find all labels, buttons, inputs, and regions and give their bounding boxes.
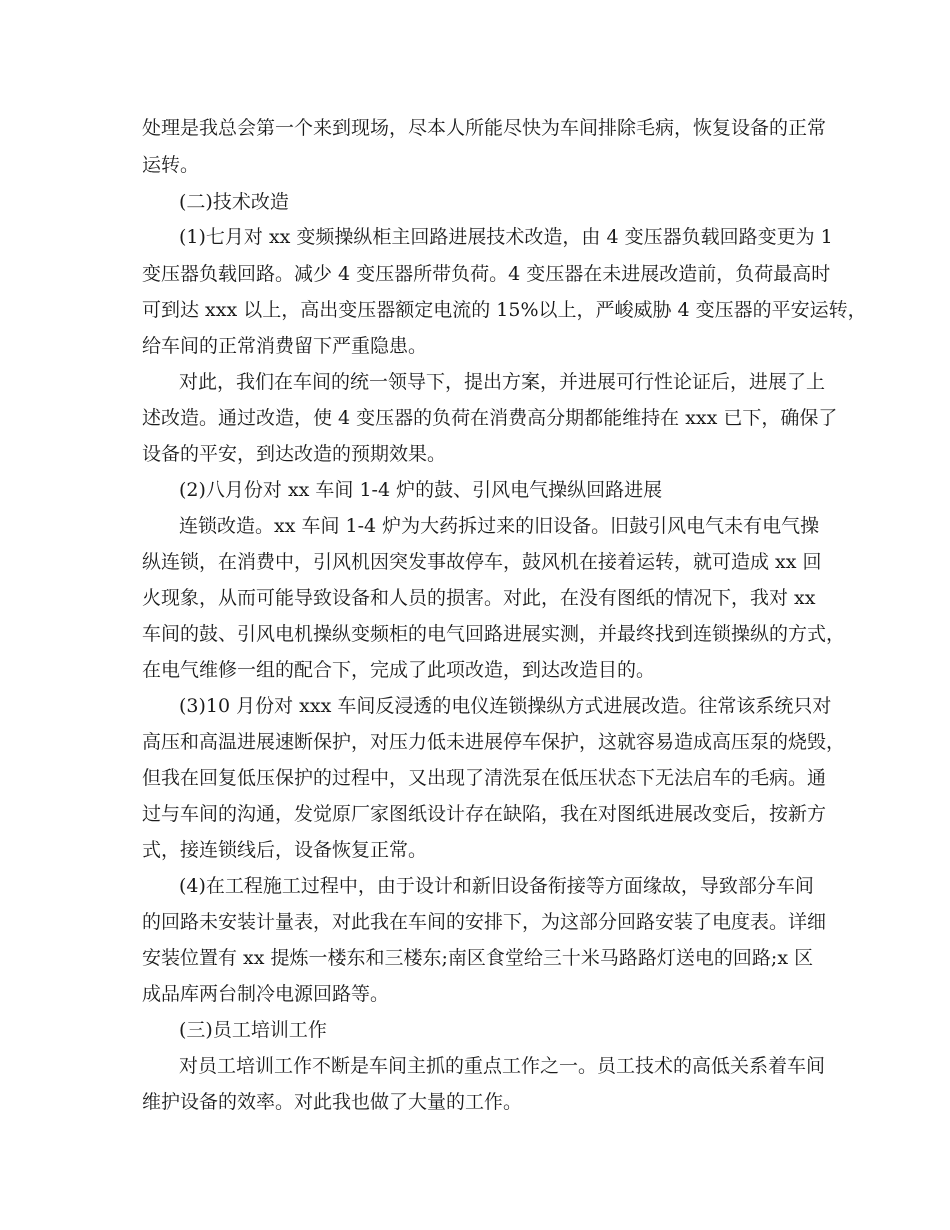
section-heading: (二)技术改造	[179, 191, 289, 213]
paragraph-line: 设备的平安，到达改造的预期效果。	[142, 443, 447, 465]
paragraph-line: 成品库两台制冷电源回路等。	[142, 983, 390, 1005]
paragraph-line: 对此，我们在车间的统一领导下，提出方案，并进展可行性论证后，进展了上	[179, 371, 826, 393]
paragraph-line: 车间的鼓、引风电机操纵变频柜的电气回路进展实测，并最终找到连锁操纵的方式，	[142, 623, 846, 645]
paragraph-line: 连锁改造。xx 车间 1-4 炉为大药拆过来的旧设备。旧鼓引风电气未有电气操	[179, 515, 820, 537]
paragraph-line: 运转。	[142, 154, 200, 176]
paragraph-line: 处理是我总会第一个来到现场，尽本人所能尽快为车间排除毛病，恢复设备的正常	[142, 117, 827, 139]
paragraph-line: 述改造。通过改造，使 4 变压器的负荷在消费高分期都能维持在 xxx 已下，确保了	[142, 407, 838, 429]
paragraph-line: (2)八月份对 xx 车间 1-4 炉的鼓、引风电气操纵回路进展	[179, 479, 663, 501]
paragraph-line: (4)在工程施工过程中，由于设计和新旧设备衔接等方面缘故，导致部分车间	[179, 875, 814, 897]
section-heading: (三)员工培训工作	[179, 1019, 327, 1041]
paragraph-line: 安装位置有 xx 提炼一楼东和三楼东;南区食堂给三十米马路路灯送电的回路;x 区	[142, 947, 814, 969]
paragraph-line: (3)10 月份对 xxx 车间反浸透的电仪连锁操纵方式进展改造。往常该系统只对	[179, 695, 832, 717]
paragraph-line: 维护设备的效率。对此我也做了大量的工作。	[142, 1091, 523, 1113]
paragraph-line: 火现象，从而可能导致设备和人员的损害。对此，在没有图纸的情况下，我对 xx	[142, 587, 816, 609]
paragraph-line: 给车间的正常消费留下严重隐患。	[142, 335, 428, 357]
paragraph-line: 但我在回复低压保护的过程中，又出现了清洗泵在低压状态下无法启车的毛病。通	[142, 767, 827, 789]
paragraph-line: 对员工培训工作不断是车间主抓的重点工作之一。员工技术的高低关系着车间	[179, 1055, 826, 1077]
paragraph-line: 式，接连锁线后，设备恢复正常。	[142, 839, 428, 861]
paragraph-line: (1)七月对 xx 变频操纵柜主回路进展技术改造，由 4 变压器负载回路变更为 1	[179, 226, 833, 248]
paragraph-line: 在电气维修一组的配合下，完成了此项改造，到达改造目的。	[142, 659, 656, 681]
paragraph-line: 过与车间的沟通，发觉原厂家图纸设计存在缺陷，我在对图纸进展改变后，按新方	[142, 803, 827, 825]
paragraph-line: 可到达 xxx 以上，高出变压器额定电流的 15%以上，严峻威胁 4 变压器的平安运转，	[142, 299, 867, 321]
paragraph-line: 的回路未安装计量表，对此我在车间的安排下，为这部分回路安装了电度表。详细	[142, 911, 827, 933]
paragraph-line: 纵连锁，在消费中，引风机因突发事故停车，鼓风机在接着运转，就可造成 xx 回	[142, 551, 822, 573]
paragraph-line: 变压器负载回路。减少 4 变压器所带负荷。4 变压器在未进展改造前，负荷最高时	[142, 263, 831, 285]
paragraph-line: 高压和高温进展速断保护，对压力低未进展停车保护，这就容易造成高压泵的烧毁，	[142, 731, 846, 753]
